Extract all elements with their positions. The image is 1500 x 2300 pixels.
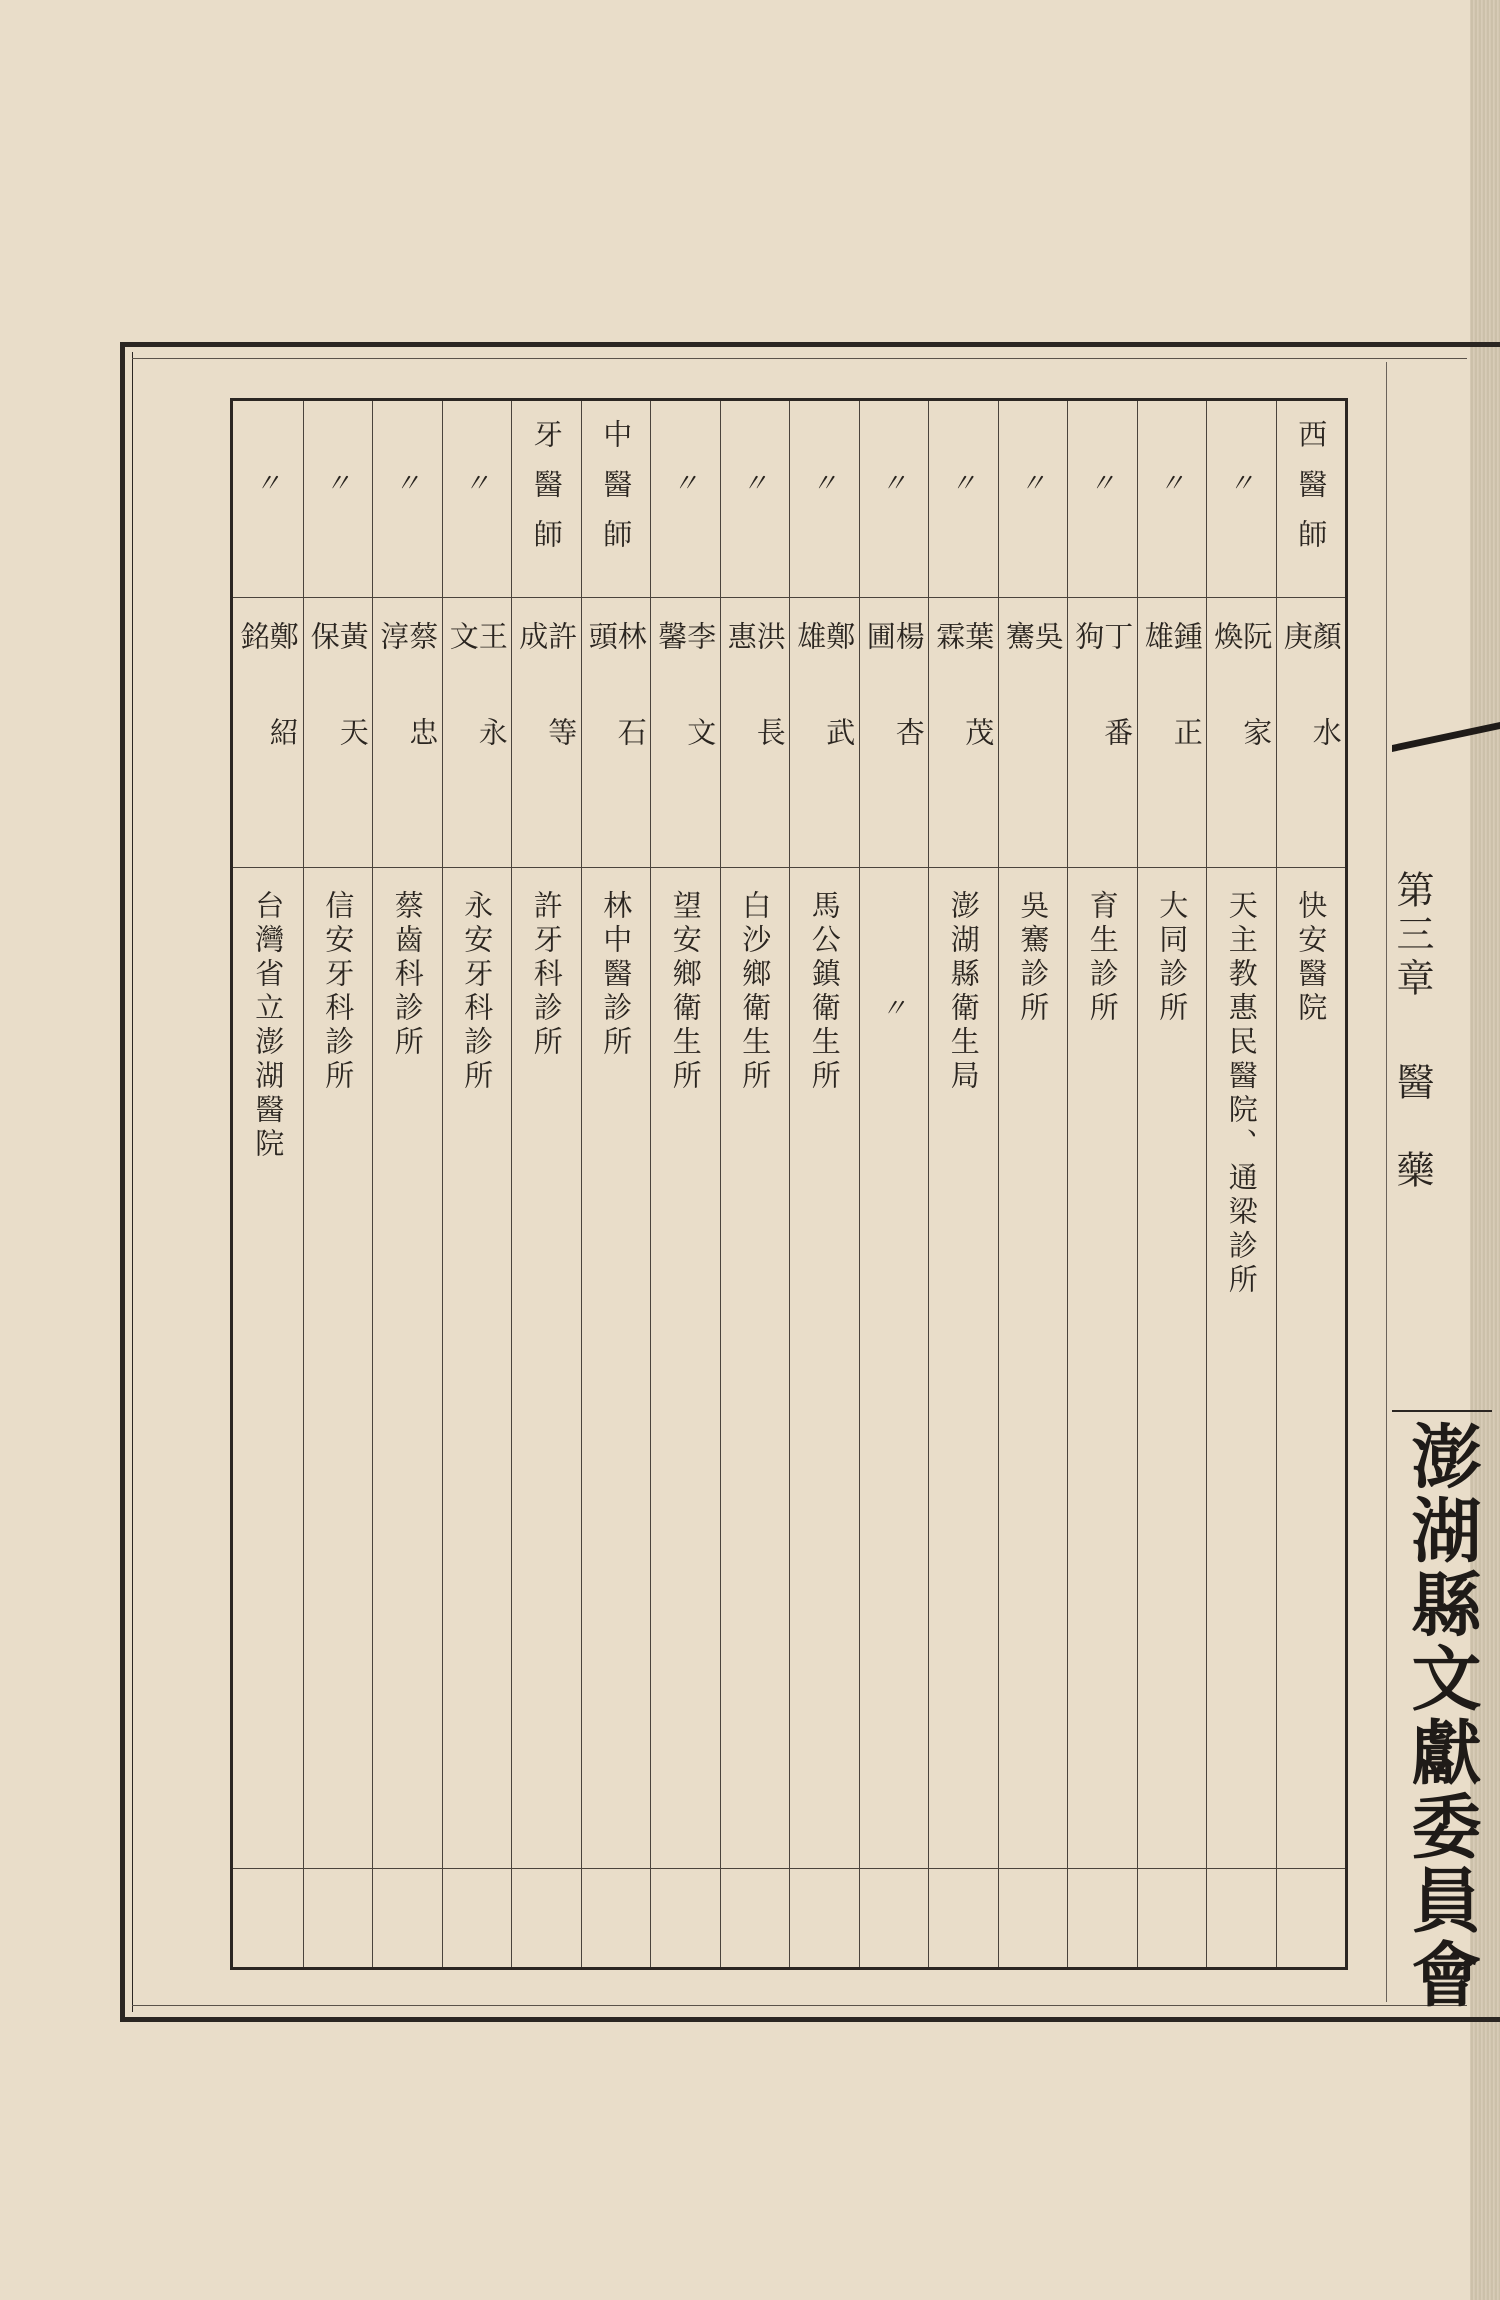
table-column [720, 401, 790, 1967]
category-cell [929, 401, 998, 598]
facility-cell [1277, 867, 1346, 1869]
facility-cell [443, 867, 512, 1869]
name-text: 楊杏圃 [862, 621, 926, 813]
blank-cell [582, 1867, 651, 1967]
category-text: 〃 [1228, 469, 1255, 499]
category-text: 西醫師 [1294, 419, 1329, 569]
facility-text: 台灣省立澎湖醫院 [251, 890, 286, 1162]
facility-cell [651, 867, 720, 1869]
facility-text: 澎湖縣衛生局 [946, 890, 981, 1094]
category-text: 〃 [672, 469, 699, 499]
name-cell [860, 597, 929, 867]
category-cell [999, 401, 1068, 598]
category-text: 〃 [741, 469, 768, 499]
name-cell [443, 597, 512, 867]
category-cell [1138, 401, 1207, 598]
table-column [650, 401, 720, 1967]
name-cell [373, 597, 442, 867]
table-column [1206, 401, 1276, 1967]
name-cell [233, 597, 303, 867]
facility-text: 望安鄉衛生所 [668, 890, 703, 1094]
facility-text: 天主教惠民醫院、通梁診所 [1224, 890, 1259, 1298]
category-cell [512, 401, 581, 598]
blank-cell [512, 1867, 581, 1967]
category-text: 〃 [1158, 469, 1185, 499]
category-text: 牙醫師 [529, 419, 564, 569]
blank-cell [233, 1867, 303, 1967]
name-text: 葉茂霖 [932, 621, 996, 813]
table-column [1276, 401, 1346, 1967]
publisher-rule [1392, 1410, 1492, 1412]
name-cell [929, 597, 998, 867]
chapter-label: 第三章 [1390, 870, 1434, 1002]
table-column [1067, 401, 1137, 1967]
facility-cell [999, 867, 1068, 1869]
category-cell [721, 401, 790, 598]
facility-cell [929, 867, 998, 1869]
facility-text: 許牙科診所 [529, 890, 564, 1060]
name-text: 王永文 [445, 621, 509, 813]
publisher-name: 澎湖縣文獻委員會 [1400, 1420, 1483, 2012]
category-cell [304, 401, 373, 598]
blank-cell [651, 1867, 720, 1967]
facility-text: 蔡齒科診所 [390, 890, 425, 1060]
name-cell [999, 597, 1068, 867]
category-text: 中醫師 [599, 419, 634, 569]
facility-cell [1138, 867, 1207, 1869]
facility-text: 林中醫診所 [599, 890, 634, 1060]
category-cell [790, 401, 859, 598]
facility-text: 吳騫診所 [1016, 890, 1051, 1026]
category-text: 〃 [463, 469, 490, 499]
name-cell [582, 597, 651, 867]
blank-cell [1277, 1867, 1346, 1967]
blank-cell [1207, 1867, 1276, 1967]
facility-cell [512, 867, 581, 1869]
category-text: 〃 [1089, 469, 1116, 499]
facility-cell [1207, 867, 1276, 1869]
table-column [1137, 401, 1207, 1967]
frame-inner-rule [132, 352, 133, 2012]
name-text: 鄭紹銘 [236, 621, 300, 813]
name-text: 丁番狗 [1071, 621, 1135, 813]
table-column [233, 401, 303, 1967]
facility-cell [373, 867, 442, 1869]
blank-cell [443, 1867, 512, 1967]
category-cell [1068, 401, 1137, 598]
frame-top-rule [132, 358, 1467, 359]
frame-bottom-rule [132, 2005, 1467, 2006]
name-text: 阮家煥 [1210, 621, 1274, 813]
table-column [511, 401, 581, 1967]
table-column [303, 401, 373, 1967]
category-cell [651, 401, 720, 598]
blank-cell [860, 1867, 929, 1967]
facility-cell [304, 867, 373, 1869]
blank-cell [999, 1867, 1068, 1967]
table-column [789, 401, 859, 1967]
category-cell [582, 401, 651, 598]
facility-text: 〃 [880, 994, 907, 1024]
table-column [859, 401, 929, 1967]
running-head [1380, 870, 1440, 1194]
name-text: 黃天保 [306, 621, 370, 813]
blank-cell [1138, 1867, 1207, 1967]
category-text: 〃 [811, 469, 838, 499]
blank-cell [304, 1867, 373, 1967]
name-cell [721, 597, 790, 867]
name-cell [1207, 597, 1276, 867]
name-text: 鍾正雄 [1140, 621, 1204, 813]
facility-cell [860, 867, 929, 1869]
blank-cell [721, 1867, 790, 1967]
name-cell [1068, 597, 1137, 867]
facility-text: 信安牙科診所 [321, 890, 356, 1094]
name-text: 顏水庚 [1279, 621, 1343, 813]
category-text: 〃 [254, 469, 281, 499]
table-column [581, 401, 651, 1967]
facility-cell [582, 867, 651, 1869]
table-column [372, 401, 442, 1967]
name-cell [1277, 597, 1346, 867]
table-column [442, 401, 512, 1967]
name-text: 蔡忠淳 [376, 621, 440, 813]
facility-cell [790, 867, 859, 1869]
section-label: 醫 藥 [1390, 1062, 1434, 1194]
category-cell [373, 401, 442, 598]
name-text: 吳 騫 [1001, 621, 1065, 813]
facility-text: 馬公鎮衛生所 [807, 890, 842, 1094]
category-text: 〃 [950, 469, 977, 499]
category-cell [443, 401, 512, 598]
name-text: 洪長惠 [723, 621, 787, 813]
facility-cell [1068, 867, 1137, 1869]
facility-text: 育生診所 [1085, 890, 1120, 1026]
name-cell [304, 597, 373, 867]
table-column [928, 401, 998, 1967]
blank-cell [790, 1867, 859, 1967]
name-cell [651, 597, 720, 867]
facility-cell [721, 867, 790, 1869]
name-text: 許等成 [515, 621, 579, 813]
facility-text: 白沙鄉衛生所 [738, 890, 773, 1094]
facility-text: 永安牙科診所 [460, 890, 495, 1094]
facility-cell [233, 867, 303, 1869]
category-cell [860, 401, 929, 598]
category-cell [233, 401, 303, 598]
name-text: 林石頭 [584, 621, 648, 813]
category-cell [1277, 401, 1346, 598]
physician-table [230, 398, 1348, 1970]
name-cell [1138, 597, 1207, 867]
category-text: 〃 [1019, 469, 1046, 499]
name-cell [512, 597, 581, 867]
name-text: 鄭武雄 [793, 621, 857, 813]
category-text: 〃 [324, 469, 351, 499]
name-cell [790, 597, 859, 867]
category-text: 〃 [880, 469, 907, 499]
facility-text: 快安醫院 [1294, 890, 1329, 1026]
blank-cell [373, 1867, 442, 1967]
table-column [998, 401, 1068, 1967]
name-text: 李文馨 [654, 621, 718, 813]
category-cell [1207, 401, 1276, 598]
facility-text: 大同診所 [1155, 890, 1190, 1026]
blank-cell [1068, 1867, 1137, 1967]
blank-cell [929, 1867, 998, 1967]
category-text: 〃 [394, 469, 421, 499]
